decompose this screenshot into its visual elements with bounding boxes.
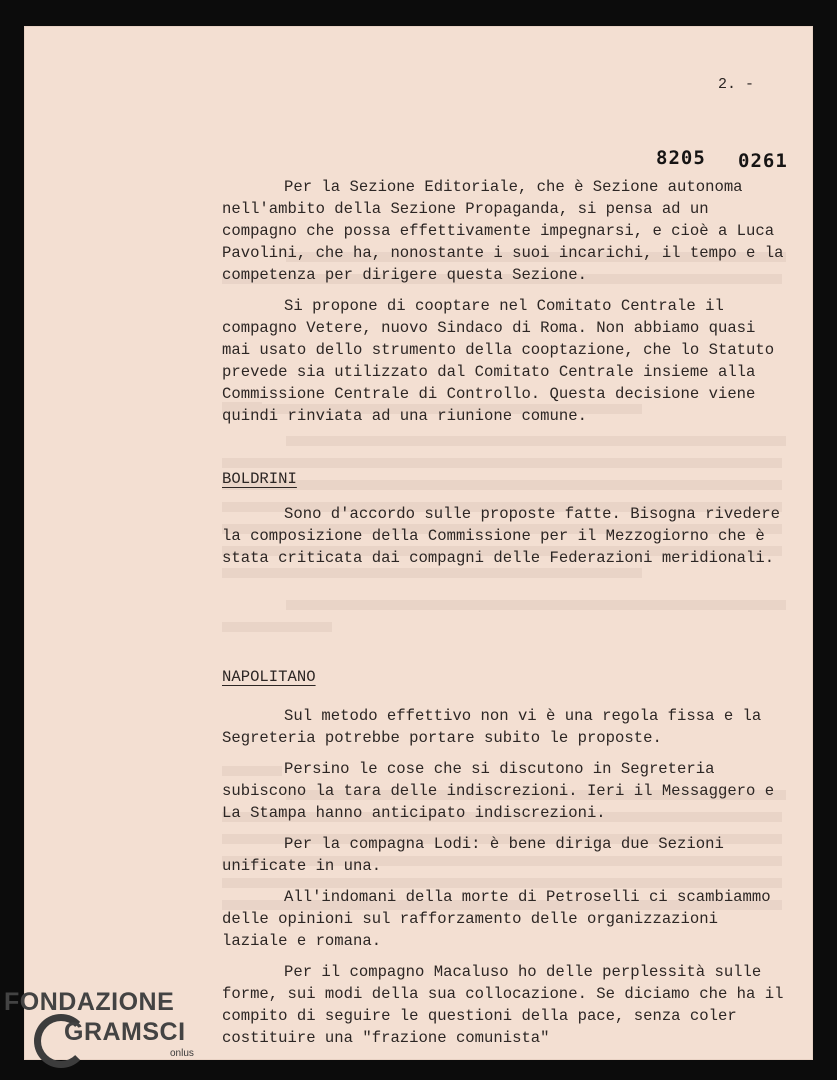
paragraph: Per la compagna Lodi: è bene diriga due Sezioni unificate in una.	[222, 835, 724, 875]
paragraph: Si propone di cooptare nel Comitato Centrale il compagno Vetere, nuovo Sindaco di Roma. Non abbiamo quasi mai usato dello strumento della cooptazione, che lo Statuto prevede sia utilizzato dal Comitato Centrale insieme alla Commissione Centrale di Controllo. Questa decisione viene quindi rinviata ad una riunione comune.	[222, 297, 775, 425]
paragraph: Per il compagno Macaluso ho delle perplessità sulle forme, sui modi della sua collocazione. Se diciamo che ha il compito di seguire le questioni della pace, senza coler costituire una "frazione comunista"	[222, 963, 784, 1047]
logo-line-2: GRAMSCI	[64, 1018, 186, 1046]
page-number: 2. -	[718, 76, 755, 93]
logo-line-1: FONDAZIONE	[4, 988, 175, 1016]
logo-line-3: onlus	[170, 1048, 194, 1059]
paragraph: Sono d'accordo sulle proposte fatte. Bisogna rivedere la composizione della Commissione per il Mezzogiorno che è stata criticata dai compagni delle Federazioni meridionali.	[222, 505, 780, 567]
archive-stamp-right: 0261	[738, 150, 788, 172]
paragraph: Persino le cose che si discutono in Segreteria subiscono la tara delle indiscrezioni. Ieri il Messaggero e La Stampa hanno anticipato indiscrezioni.	[222, 760, 775, 822]
paragraph: Per la Sezione Editoriale, che è Sezione autonoma nell'ambito della Sezione Propaganda, si pensa ad un compagno che possa effettivamente impegnarsi, e cioè a Luca Pavolini, che ha, nonostante i suoi incarichi, il tempo e la competenza per dirigere questa Sezione.	[222, 178, 784, 284]
boldrini-section	[222, 503, 792, 578]
archive-stamp-left: 8205	[656, 147, 706, 169]
speaker-heading-boldrini: BOLDRINI	[222, 470, 297, 488]
napolitano-section	[222, 705, 792, 1058]
paragraph: Sul metodo effettivo non vi è una regola fissa e la Segreteria potrebbe portare subito le proposte.	[222, 707, 762, 747]
paragraph: All'indomani della morte di Petroselli ci scambiammo delle opinioni sul rafforzamento delle organizzazioni laziale e romana.	[222, 888, 771, 950]
speaker-heading-napolitano: NAPOLITANO	[222, 668, 316, 686]
intro-section	[222, 176, 792, 436]
fondazione-gramsci-logo	[4, 988, 214, 1068]
document-page	[24, 26, 813, 1060]
